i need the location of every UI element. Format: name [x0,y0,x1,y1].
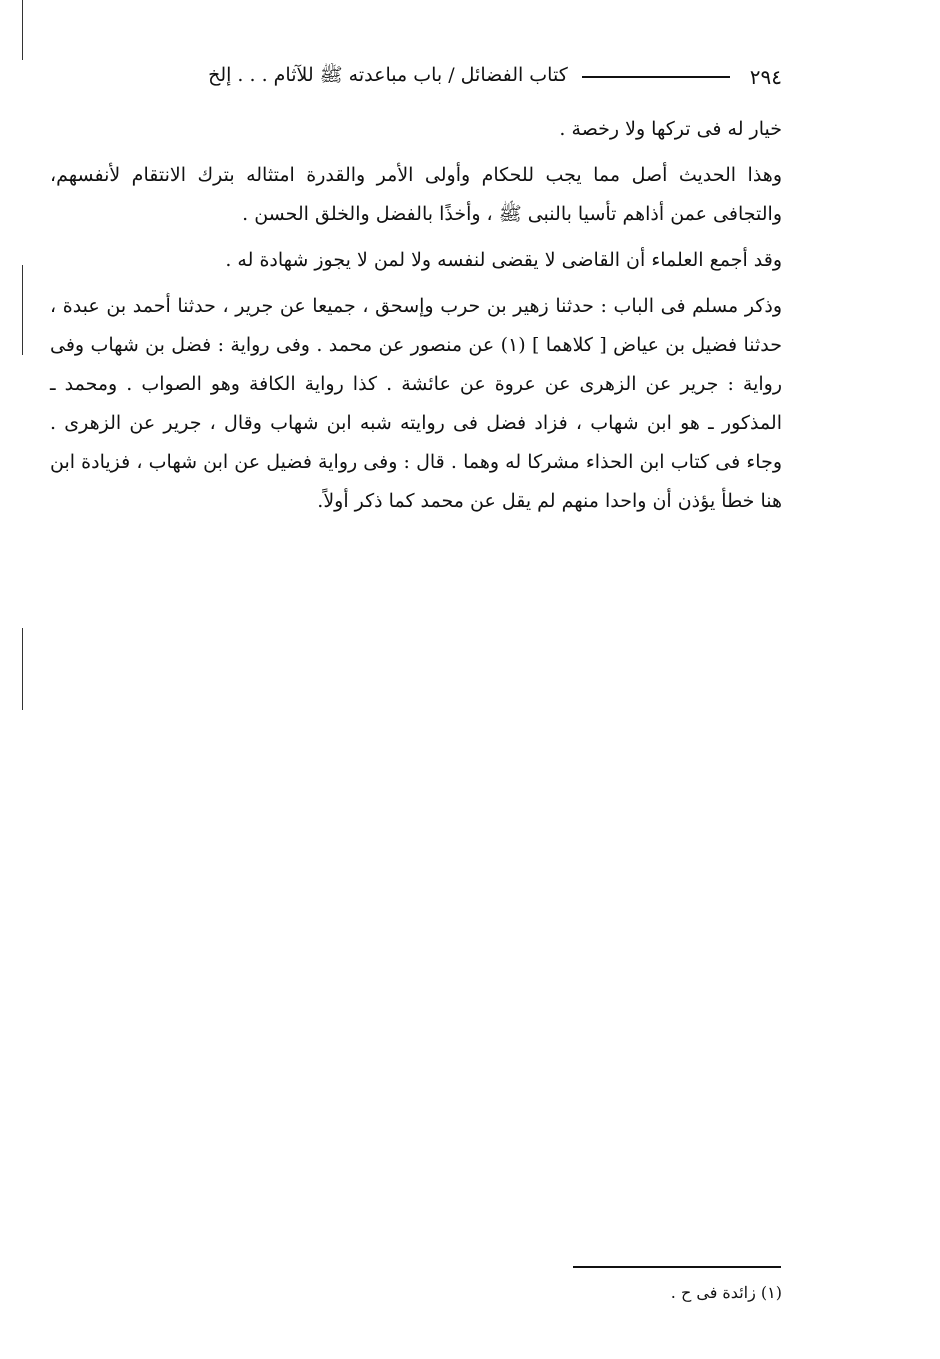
paragraph: وقد أجمع العلماء أن القاضى لا يقضى لنفسه ولا لمن لا يجوز شهادة له . [225,249,782,271]
footnote: (١) زائدة فى ح . [670,1283,782,1302]
footnote-rule [573,1266,781,1268]
page-header [50,60,782,94]
body-text [50,110,782,528]
scan-margin-mark [22,0,23,60]
scan-margin-mark [22,628,23,710]
running-title: كتاب الفضائل / باب مباعدته ﷺ للآثام . . . إلخ [208,64,568,86]
page-number: ٢٩٤ [749,65,782,89]
scan-margin-mark [22,265,23,355]
paragraph: وهذا الحديث أصل مما يجب للحكام وأولى الأمر والقدرة امتثاله بترك الانتقام لأنفسهم، والتجافى عمن أذاهم تأسيا بالنبى ﷺ ، وأخذًا بالفضل والخلق الحسن . [50,164,782,225]
paragraph: خيار له فى تركها ولا رخصة . [559,118,782,140]
paragraph: وذكر مسلم فى الباب : حدثنا زهير بن حرب وإسحق ، جميعا عن جرير ، حدثنا أحمد بن عبدة ، حدثنا فضيل بن عياض [ كلاهما ] (١) عن منصور عن محمد . وفى رواية : فضل بن شهاب وفى رواية : جرير عن الزهرى عن عروة عن عائشة . كذا رواية الكافة وهو الصواب . ومحمد ـ المذكور ـ هو ابن شهاب ، فزاد فضل فى روايته شبه ابن شهاب وقال ، جرير عن الزهرى . وجاء فى كتاب ابن الحذاء مشركا له وهما . قال : وفى رواية فضيل عن ابن شهاب ، فزيادة ابن هنا خطأ يؤذن أن واحدا منهم لم يقل عن محمد كما ذكر أولاً. [50,295,782,512]
header-rule [582,76,730,78]
